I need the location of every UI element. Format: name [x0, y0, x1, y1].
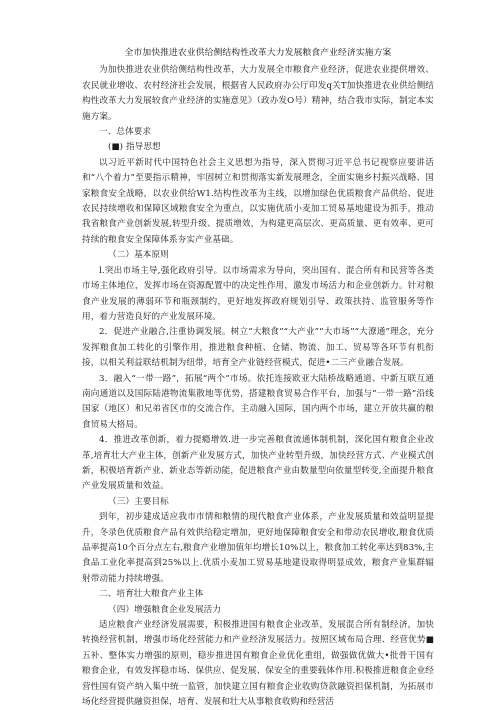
principle-4-paragraph: 4．推进改革创新，着力提瘾增效.进一步完善粮食流通体制机制，深化国有粮食企业改革,培育壮大产业主体，创新产业发展方式，加快产业转型升级，加快经营方式、产业模式创新，积极培育新产业、新业态等新动能，促进粮食产业由数量型向依量型转变,全面提升粮食产业发展质量和效益。 — [82, 435, 434, 492]
guiding-ideology-paragraph: 以习近平新时代中国特色社会主义思想为指导，深入贯彻习近平总书记视察应要讲话和“八个着力”至要指示精神，牢固树立和贯彻落实新发展理念，全面实施乡村振兴战略、国家粮食安全战略，以农业供给W1.结构性改革为主线，以增加绿色优质粮食产品供给、促进农民持续增收和保障区域粮食安全为重点，以实施优质小麦加工贸易基地建设为抓手，推动我省粮食产业创新发展,转型升级、提质增效，为构建更高层次、更高质量、更有效率、更可持续的粮食安全保障体系夯实产业基础。 — [82, 157, 434, 245]
document-title: 全市加快推进农业供给侧结构性改革大力发展粮食产业经济实施方案 — [124, 48, 392, 58]
subsection-heading-basic-principles: （二）基本原则 — [108, 250, 169, 261]
intro-paragraph: 为加快推进农业供给侧结构性改革，大力发展全市粮食产业经济，促进农业提供增效、农民就业增收、农村经济社会发展，根据省人民政府办公厅印发q关T加快推进农业供给侧结构性改革大力发展较食产业经济的实施意见》（政办发O号）精神，结合我市实际，制定本实施方案。 — [82, 65, 434, 122]
subsection-heading-enterprise-vitality: （四）增强粮食企业发展活力 — [108, 604, 222, 615]
section-heading-general-requirements: 一、总体要求 — [99, 127, 152, 138]
document-page — [82, 46, 434, 710]
principle-2-paragraph: 2．促进产业融合,注重协调发展。树立“大粮食”“大产业”“大市场”“大潦通”理念，充分发挥粮食加工转化的引擎作用，推进粮食种植、仓储、物流、加工、贸易等各环节有机衔接，以相关利益联结机制为纽带，培育全产业链经营模式，促进•二三产业融合发展。 — [82, 327, 434, 369]
main-goals-paragraph: 到年，初步建成适应我市市情和粮情的现代粮食产业体系，产业发展质量和效益明显提升，冬录色优质粮食产品有效供给稳定增加，更好地保障粮食安全和带动农民增收,粮食优质品率提高10个百分点左右,粮食产业增加值年均增长10%以上，粮食加工转化率达到83%,主食品工业化率提高到25%以上.优质小麦加工贸易基地建设取得明显成效，粮食产业集群辐射带动能力持续增强。 — [82, 512, 434, 584]
enterprise-vitality-paragraph: 适应粮食产业经济发展需要，积极推进国有粮食企业改革，发展混合所有制经济，加快转换经营机制，增强市场化经营能力和产业经济发展活力。按照区域布局合理、经营优势■五补、整体实力增强的原则，稳步推进国有粮食企业优化重组，做强做优做大•批骨干国有粮食企业，有效发挥稳市场、保供应、促发展、保安全的重要载体作用.积极推进粮食企业经营性国有资产纳入集中统一监管，加快建立国有粮食企业收购贷款融资担保机制，为拓展市场化经营提供融资担保，培育、发展和壮大从事粮食收购和经营活 — [82, 620, 434, 708]
principle-1-paragraph: l.突出市场主导,强化政府引导。以市场需求为导向，突出国有、混合所有和民营等各类市场主体地位，发挥市场在资源配置中的决定性作用，激发市场活力和企业创新力。针对粮食产业发展的薄弱环节和瓶颈制约，更好地发挥政府规划引导、政策扶持、监管服务等作用，着力营造良好的产业发展环境。 — [82, 265, 434, 322]
subsection-heading-main-goals: （三）主要目标 — [108, 496, 169, 507]
section-heading-industry-entities: 二、培育壮大粮食产业主体 — [99, 589, 204, 600]
principle-3-paragraph: 3．融入“一带一路”，拓展“两个”市场。依托连接欧亚大陆桥战略通道、中新互联互通南向通道以及国际陆港物流集散地等优势，搭建粮食贸易合作平台，加强与“一带一路”沿线国家（地区）和兄弟省区市的交流合作，主动融入国际，国内两个市场，建立开放共赢的粮食贸易大格局。 — [82, 373, 434, 430]
subsection-heading-guiding-ideology: (■) 指导思想 — [108, 142, 161, 153]
